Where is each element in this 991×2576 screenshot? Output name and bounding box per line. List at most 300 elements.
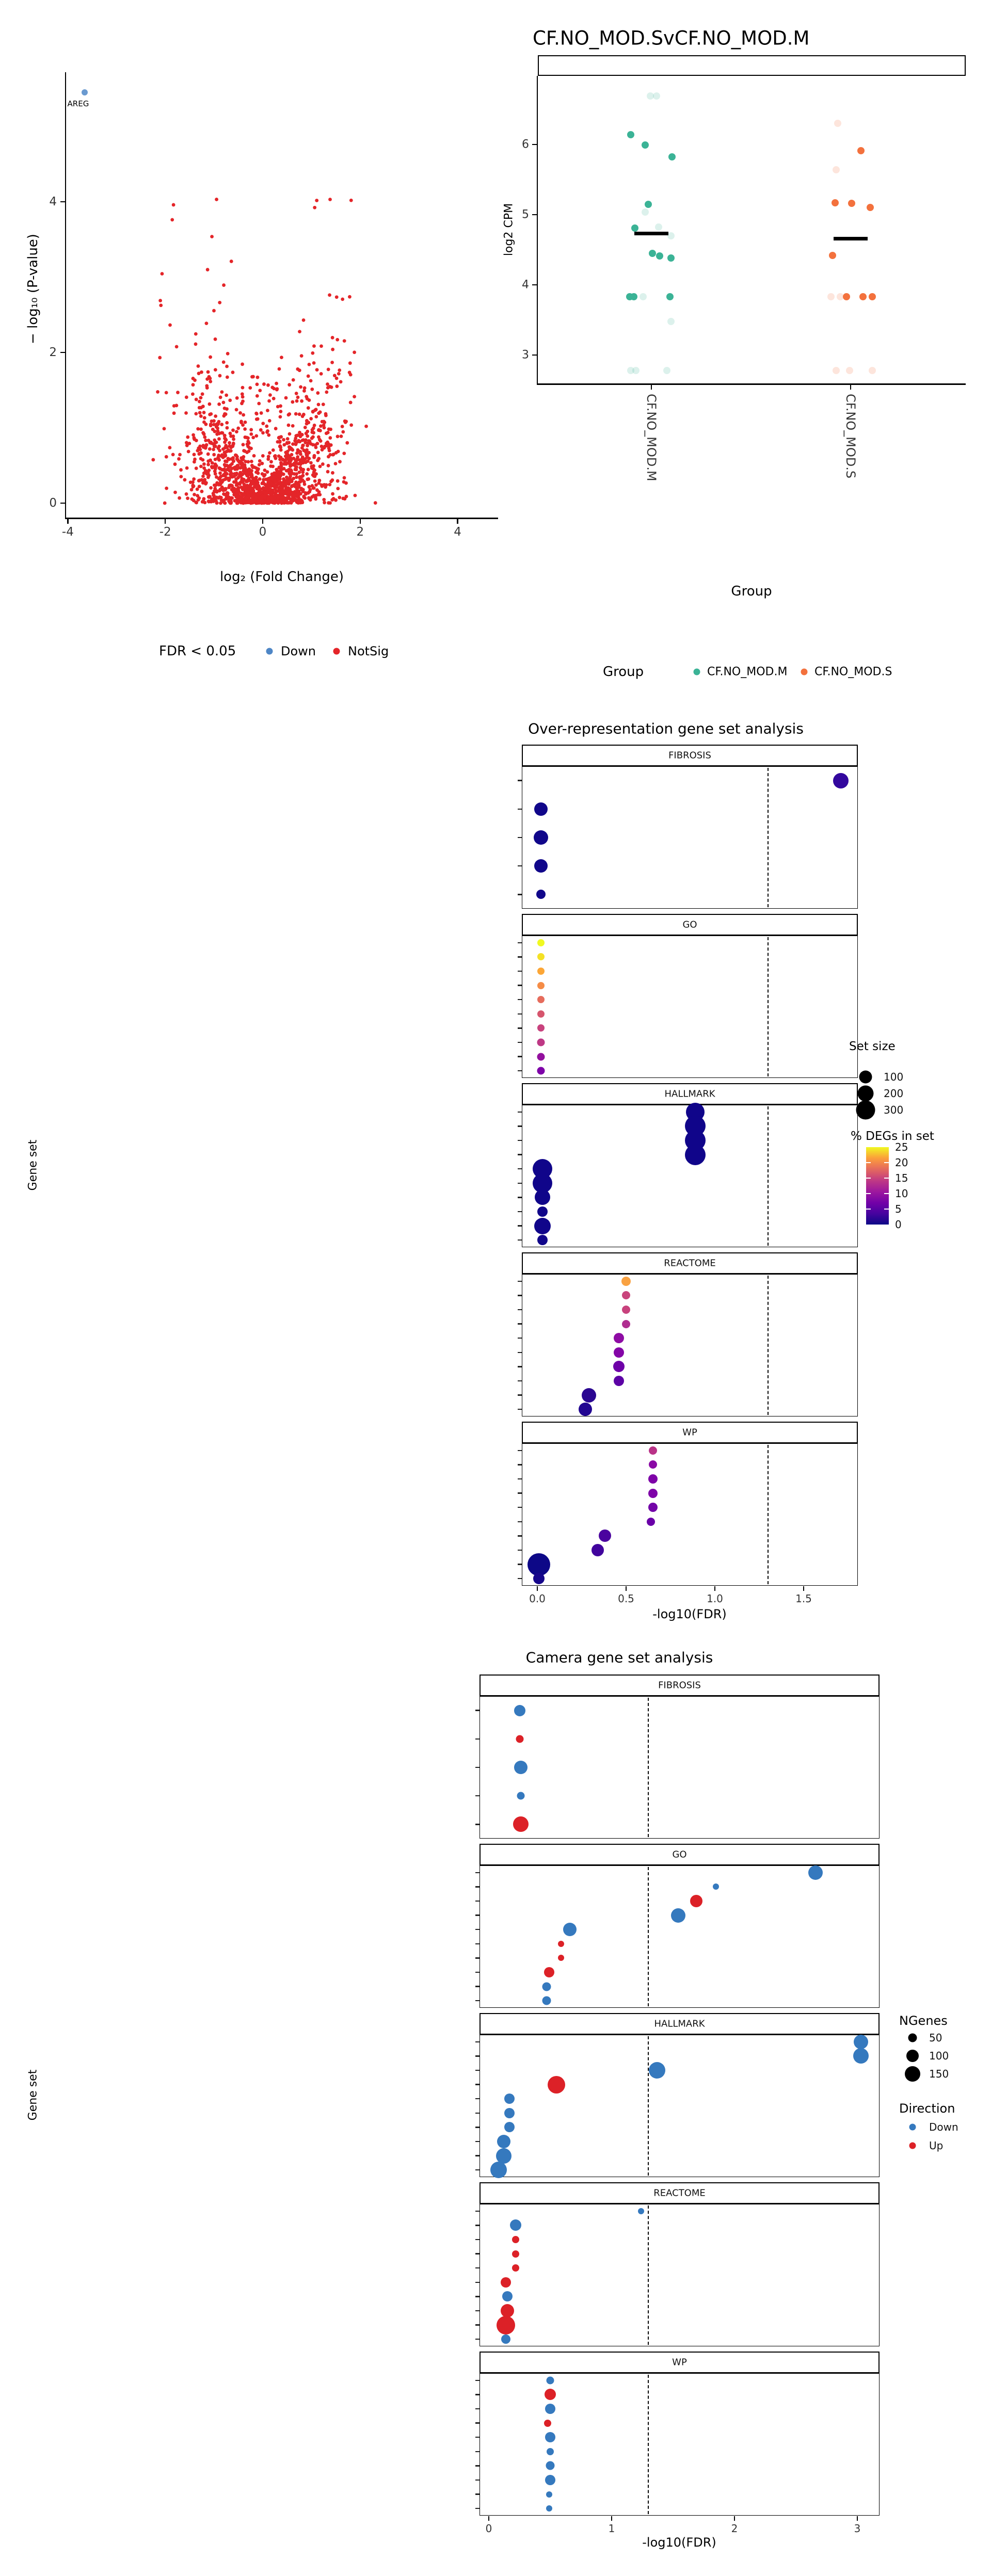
camera-row-tick — [475, 2408, 479, 2410]
ora-size-legend-label: 200 — [884, 1087, 904, 1100]
strip-legend-label: CF.NO_MOD.M — [707, 665, 788, 679]
ora-x-tick — [714, 1586, 716, 1591]
camera-row-tick — [475, 2070, 479, 2071]
ora-x-tick-label: 1.0 — [707, 1592, 723, 1605]
ora-facet-title: FIBROSIS — [668, 750, 711, 761]
camera-facet-title: FIBROSIS — [658, 1680, 701, 1691]
ora-data-point — [599, 1530, 611, 1542]
camera-data-point — [513, 1816, 529, 1832]
camera-data-point — [649, 2062, 665, 2079]
ora-colorbar-tick-label: 10 — [895, 1187, 908, 1200]
ora-data-point — [536, 890, 546, 899]
ora-size-legend-circle — [856, 1101, 875, 1120]
ora-row-tick — [518, 1295, 522, 1296]
camera-row-tick — [475, 2394, 479, 2395]
ora-threshold-line — [768, 768, 769, 907]
ora-data-point — [649, 1460, 657, 1469]
strip-y-tick — [532, 355, 537, 356]
ora-row-tick — [518, 1125, 522, 1127]
camera-row-tick — [475, 2041, 479, 2043]
ora-row-tick — [518, 1380, 522, 1382]
ora-row-tick — [518, 1492, 522, 1494]
ora-data-point — [534, 859, 548, 873]
strip-point — [829, 252, 836, 259]
strip-y-tick-label: 6 — [522, 138, 529, 151]
ora-colorbar-tick — [884, 1209, 889, 1210]
ora-data-point — [537, 1053, 545, 1060]
camera-row-tick — [475, 1986, 479, 1987]
camera-threshold-line — [648, 1867, 649, 2006]
ora-colorbar-tick-label: 5 — [895, 1203, 902, 1215]
camera-data-point — [501, 2335, 510, 2344]
camera-facet-title: WP — [672, 2357, 687, 2368]
camera-row-tick — [475, 1710, 479, 1711]
camera-threshold-line — [648, 1698, 649, 1837]
strip-y-tick-label: 5 — [522, 208, 529, 221]
camera-data-point — [545, 2475, 555, 2485]
camera-facet-panel — [479, 1696, 880, 1839]
camera-data-point — [514, 1761, 528, 1774]
strip-median-bar — [634, 232, 668, 235]
volcano-legend-label: Down — [281, 644, 316, 658]
strip-point — [666, 293, 674, 300]
ora-row-tick — [518, 837, 522, 839]
ora-row-tick — [518, 1478, 522, 1480]
ora-data-point — [614, 1376, 624, 1386]
ora-row-tick — [518, 1225, 522, 1227]
volcano-y-tick-label: 0 — [49, 496, 57, 510]
ora-facet-panel — [522, 766, 858, 909]
volcano-x-tick — [262, 519, 264, 524]
camera-row-tick — [475, 1795, 479, 1797]
ora-data-point — [535, 1189, 550, 1205]
camera-data-point — [547, 2448, 554, 2455]
ora-colorbar-tick-label: 20 — [895, 1156, 908, 1169]
camera-facet-title: HALLMARK — [654, 2018, 705, 2030]
camera-x-tick-label: 3 — [854, 2522, 861, 2535]
ora-facet-panel — [522, 936, 858, 1078]
strip-point-faded — [846, 367, 853, 374]
ora-row-tick — [518, 971, 522, 972]
strip-x-tick-label: CF.NO_MOD.S — [843, 394, 858, 479]
camera-x-tick-label: 2 — [731, 2522, 738, 2535]
strip-y-spine — [537, 76, 538, 383]
camera-row-tick — [475, 1738, 479, 1740]
strip-point-faded — [667, 232, 675, 239]
ora-row-tick — [518, 1450, 522, 1452]
ora-data-point — [592, 1544, 604, 1556]
camera-row-tick — [475, 2127, 479, 2128]
ora-colorbar-tick-label: 0 — [895, 1218, 902, 1231]
ora-data-point — [534, 830, 548, 845]
strip-point — [642, 141, 649, 149]
strip-point — [867, 204, 874, 211]
ora-size-legend-title: Set size — [849, 1040, 896, 1053]
camera-facet-panel — [479, 2373, 880, 2516]
camera-row-tick — [475, 2253, 479, 2255]
camera-row-tick — [475, 1943, 479, 1945]
ora-data-point — [622, 1291, 630, 1299]
ora-colorbar-tick — [866, 1178, 871, 1179]
ora-row-tick — [518, 985, 522, 986]
ora-data-point — [534, 1218, 551, 1234]
camera-data-point — [504, 2122, 515, 2132]
ora-colorbar-tick — [884, 1162, 889, 1163]
ora-row-tick — [518, 956, 522, 958]
camera-data-point — [496, 2148, 512, 2164]
ora-data-point — [613, 1361, 625, 1372]
strip-y-tick — [532, 214, 537, 216]
ora-data-point — [582, 1388, 596, 1403]
camera-row-tick — [475, 1914, 479, 1916]
camera-size-legend-label: 50 — [929, 2032, 942, 2044]
ora-data-point — [648, 1474, 658, 1484]
camera-row-tick — [475, 1957, 479, 1959]
camera-data-point — [490, 2162, 507, 2178]
camera-data-point — [638, 2208, 644, 2214]
volcano-x-tick-label: 0 — [259, 525, 267, 539]
camera-size-legend-label: 150 — [929, 2068, 949, 2080]
ora-colorbar-tick-label: 25 — [895, 1141, 908, 1153]
camera-data-point — [713, 1883, 719, 1890]
volcano-x-tick — [360, 519, 361, 524]
ora-data-point — [537, 1024, 545, 1032]
ora-size-legend-circle — [858, 1086, 874, 1102]
camera-row-tick — [475, 2282, 479, 2283]
ora-x-tick-label: 1.5 — [795, 1592, 812, 1605]
ora-facet-title: HALLMARK — [664, 1088, 715, 1100]
ora-row-tick — [518, 1042, 522, 1043]
camera-row-tick — [475, 2508, 479, 2509]
camera-facet-title: REACTOME — [653, 2187, 706, 2199]
volcano-x-tick — [457, 519, 458, 524]
camera-size-legend-label: 100 — [929, 2050, 949, 2062]
ora-row-tick — [518, 865, 522, 867]
strip-legend-label: CF.NO_MOD.S — [814, 665, 892, 679]
ora-data-point — [537, 953, 545, 960]
volcano-y-tick — [60, 201, 65, 203]
ora-row-tick — [518, 809, 522, 810]
camera-data-point — [558, 1941, 564, 1947]
camera-direction-legend-title: Direction — [899, 2101, 955, 2116]
ora-data-point — [614, 1347, 624, 1358]
camera-row-tick — [475, 1872, 479, 1874]
camera-direction-label: Down — [929, 2121, 958, 2133]
strip-x-tick — [651, 385, 652, 390]
camera-data-point — [671, 1908, 685, 1923]
ora-row-tick — [518, 1409, 522, 1410]
strip-point — [627, 131, 634, 138]
ora-x-axis-label: -log10(FDR) — [652, 1607, 727, 1621]
strip-point — [667, 254, 675, 262]
camera-row-tick — [475, 2000, 479, 2002]
ora-data-point — [621, 1277, 631, 1286]
ora-row-tick — [518, 1154, 522, 1155]
strip-y-tick — [532, 144, 537, 146]
ora-row-tick — [518, 1550, 522, 1551]
stripchart-title: CF.NO_MOD.SvCF.NO_MOD.M — [533, 27, 810, 50]
camera-y-axis-label: Gene set — [26, 2069, 40, 2121]
ora-row-tick — [518, 1309, 522, 1311]
strip-x-tick — [850, 385, 852, 390]
ora-data-point — [614, 1333, 624, 1343]
ora-data-point — [649, 1446, 657, 1455]
camera-facet-panel — [479, 2204, 880, 2346]
camera-x-tick — [734, 2516, 736, 2521]
camera-row-tick — [475, 2141, 479, 2143]
strip-point-faded — [833, 166, 840, 173]
ora-row-tick — [518, 1070, 522, 1072]
camera-row-tick — [475, 2211, 479, 2212]
ora-x-tick-label: 0.0 — [529, 1592, 546, 1605]
strip-x-spine — [537, 383, 966, 385]
ora-row-tick — [518, 1521, 522, 1523]
camera-x-tick-label: 1 — [608, 2522, 615, 2535]
camera-row-tick — [475, 1824, 479, 1825]
camera-row-tick — [475, 1929, 479, 1930]
camera-row-tick — [475, 2225, 479, 2226]
ora-data-point — [833, 773, 849, 788]
camera-data-point — [544, 2420, 551, 2427]
camera-row-tick — [475, 2422, 479, 2424]
ora-threshold-line — [768, 1106, 769, 1246]
camera-x-axis-label: -log10(FDR) — [642, 2535, 716, 2550]
ora-row-tick — [518, 1281, 522, 1282]
strip-point — [859, 293, 867, 300]
strip-x-tick-label: CF.NO_MOD.M — [644, 394, 659, 481]
ora-data-point — [537, 1206, 548, 1217]
camera-row-tick — [475, 2084, 479, 2085]
camera-data-point — [504, 2094, 515, 2104]
strip-point-faded — [833, 367, 840, 374]
ora-row-tick — [518, 894, 522, 895]
ora-row-tick — [518, 1140, 522, 1141]
camera-row-tick — [475, 2310, 479, 2312]
ora-row-tick — [518, 1464, 522, 1466]
strip-point — [832, 199, 839, 206]
camera-data-point — [545, 2404, 555, 2414]
camera-data-point — [548, 2076, 565, 2094]
ora-row-tick — [518, 942, 522, 944]
camera-data-point — [690, 1895, 702, 1907]
ora-row-tick — [518, 1183, 522, 1184]
ora-data-point — [648, 1489, 658, 1498]
strip-point — [649, 250, 656, 257]
camera-row-tick — [475, 2380, 479, 2381]
volcano-y-axis-label: − log₁₀ (P-value) — [25, 234, 41, 344]
ora-row-tick — [518, 1394, 522, 1396]
camera-size-legend-circle — [908, 2034, 917, 2042]
camera-row-tick — [475, 2113, 479, 2114]
ora-facet-title: GO — [682, 919, 697, 930]
strip-point-faded — [834, 120, 841, 127]
strip-legend-swatch — [694, 669, 700, 675]
camera-data-point — [510, 2219, 521, 2231]
camera-data-point — [853, 2048, 869, 2064]
strip-legend-swatch — [801, 669, 808, 675]
camera-row-tick — [475, 2493, 479, 2495]
strip-facet-box — [538, 55, 966, 76]
camera-x-tick — [488, 2516, 490, 2521]
strip-point — [645, 201, 652, 208]
ora-x-tick-label: 0.5 — [618, 1592, 634, 1605]
ora-row-tick — [518, 1239, 522, 1241]
camera-row-tick — [475, 2098, 479, 2100]
ora-threshold-line — [768, 937, 769, 1076]
camera-row-tick — [475, 2239, 479, 2241]
strip-point — [869, 293, 876, 300]
camera-row-tick — [475, 2451, 479, 2453]
ora-x-tick — [803, 1586, 805, 1591]
ora-row-tick — [518, 1168, 522, 1170]
strip-y-tick — [532, 284, 537, 286]
camera-data-point — [504, 2108, 515, 2118]
strip-median-bar — [834, 237, 868, 240]
volcano-highlight-label: AREG — [67, 99, 89, 109]
ora-y-axis-label: Gene set — [26, 1139, 40, 1191]
ora-row-tick — [518, 1366, 522, 1367]
camera-data-point — [563, 1923, 577, 1936]
volcano-y-tick-label: 2 — [49, 346, 57, 359]
ora-data-point — [537, 1039, 545, 1046]
camera-data-point — [545, 2389, 556, 2400]
camera-data-point — [546, 2505, 552, 2511]
strip-point-faded — [632, 367, 640, 374]
volcano-y-tick-label: 4 — [49, 195, 57, 208]
strip-point — [668, 153, 676, 160]
camera-row-tick — [475, 1886, 479, 1888]
camera-data-point — [517, 1792, 524, 1800]
volcano-x-spine — [65, 518, 499, 519]
volcano-y-tick — [60, 503, 65, 504]
ora-data-point — [622, 1320, 630, 1328]
ora-colorbar-tick — [866, 1209, 871, 1210]
camera-threshold-line — [648, 2205, 649, 2345]
camera-row-tick — [475, 2339, 479, 2340]
strip-point — [630, 293, 637, 300]
ora-data-point — [647, 1518, 655, 1526]
camera-x-tick — [857, 2516, 858, 2521]
volcano-x-tick — [67, 519, 69, 524]
volcano-y-tick — [60, 352, 65, 353]
camera-threshold-line — [648, 2036, 649, 2176]
camera-data-point — [512, 2236, 519, 2243]
strip-point-faded — [640, 293, 647, 300]
strip-y-tick-label: 3 — [522, 348, 529, 362]
strip-point — [848, 200, 855, 207]
ora-threshold-line — [768, 1445, 769, 1584]
volcano-x-tick — [165, 519, 166, 524]
ora-row-tick — [518, 1338, 522, 1339]
volcano-x-tick-label: 2 — [356, 525, 364, 539]
ora-data-point — [537, 982, 545, 989]
volcano-x-axis-label: log₂ (Fold Change) — [219, 569, 344, 585]
camera-direction-swatch — [909, 2124, 916, 2131]
stripchart-x-axis-label: Group — [731, 584, 772, 599]
camera-data-point — [542, 1982, 551, 1991]
camera-data-point — [544, 1967, 554, 1977]
camera-row-tick — [475, 2267, 479, 2269]
ora-size-legend-label: 100 — [884, 1071, 904, 1083]
camera-row-tick — [475, 1972, 479, 1973]
ora-x-tick — [626, 1586, 627, 1591]
camera-size-legend-circle — [906, 2050, 919, 2062]
strip-point-faded — [869, 367, 876, 374]
camera-row-tick — [475, 2169, 479, 2171]
ora-size-legend-label: 300 — [884, 1104, 904, 1116]
camera-direction-swatch — [909, 2143, 916, 2149]
stripchart-y-axis-label: log2 CPM — [502, 203, 516, 256]
camera-x-tick — [611, 2516, 613, 2521]
camera-data-point — [512, 2250, 519, 2258]
ora-colorbar-tick — [884, 1178, 889, 1179]
volcano-x-tick-label: 4 — [454, 525, 461, 539]
camera-data-point — [545, 2432, 555, 2442]
camera-data-point — [516, 1735, 523, 1743]
ora-row-tick — [518, 780, 522, 781]
camera-size-legend-circle — [905, 2066, 920, 2082]
ora-facet-panel — [522, 1443, 858, 1586]
strip-point — [857, 147, 865, 154]
ora-data-point — [528, 1553, 550, 1576]
camera-threshold-line — [648, 2375, 649, 2514]
volcano-legend-title: FDR < 0.05 — [159, 643, 236, 659]
camera-row-tick — [475, 2465, 479, 2467]
camera-data-point — [501, 2277, 511, 2288]
camera-data-point — [512, 2264, 519, 2272]
ora-data-point — [537, 1235, 548, 1245]
ora-colorbar-tick-label: 15 — [895, 1172, 908, 1184]
ora-x-tick — [537, 1586, 538, 1591]
strip-point-faded — [655, 223, 662, 231]
ora-colorbar — [866, 1147, 889, 1225]
ora-data-point — [537, 968, 545, 975]
camera-data-point — [546, 2491, 552, 2498]
ora-colorbar-tick — [866, 1162, 871, 1163]
ora-data-point — [685, 1145, 706, 1165]
camera-data-point — [547, 2376, 554, 2384]
camera-data-point — [546, 2461, 555, 2470]
strip-point-faded — [827, 293, 835, 300]
volcano-legend-swatch — [266, 648, 273, 655]
camera-data-point — [854, 2035, 868, 2049]
camera-data-point — [542, 1997, 551, 2005]
volcano-legend-swatch — [333, 648, 340, 655]
ora-row-tick — [518, 1197, 522, 1198]
camera-row-tick — [475, 2324, 479, 2326]
ora-row-tick — [518, 999, 522, 1001]
ora-row-tick — [518, 1027, 522, 1029]
ora-data-point — [537, 996, 545, 1003]
camera-direction-label: Up — [929, 2139, 944, 2152]
strip-point-faded — [642, 208, 649, 216]
ora-colorbar-tick — [884, 1193, 889, 1194]
camera-plot-title: Camera gene set analysis — [525, 1649, 713, 1666]
ora-facet-title: WP — [682, 1427, 697, 1438]
ora-colorbar-tick — [866, 1193, 871, 1194]
strip-y-tick-label: 4 — [522, 278, 529, 292]
ora-data-point — [648, 1503, 658, 1512]
ora-row-tick — [518, 1211, 522, 1213]
volcano-x-tick-label: -4 — [61, 525, 74, 539]
stripchart-legend-title: Group — [603, 664, 644, 680]
camera-size-legend-title: NGenes — [899, 2014, 948, 2028]
strip-point — [843, 293, 850, 300]
camera-row-tick — [475, 2296, 479, 2297]
ora-size-legend-circle — [859, 1071, 872, 1084]
camera-data-point — [497, 2135, 510, 2148]
ora-facet-panel — [522, 1274, 858, 1416]
